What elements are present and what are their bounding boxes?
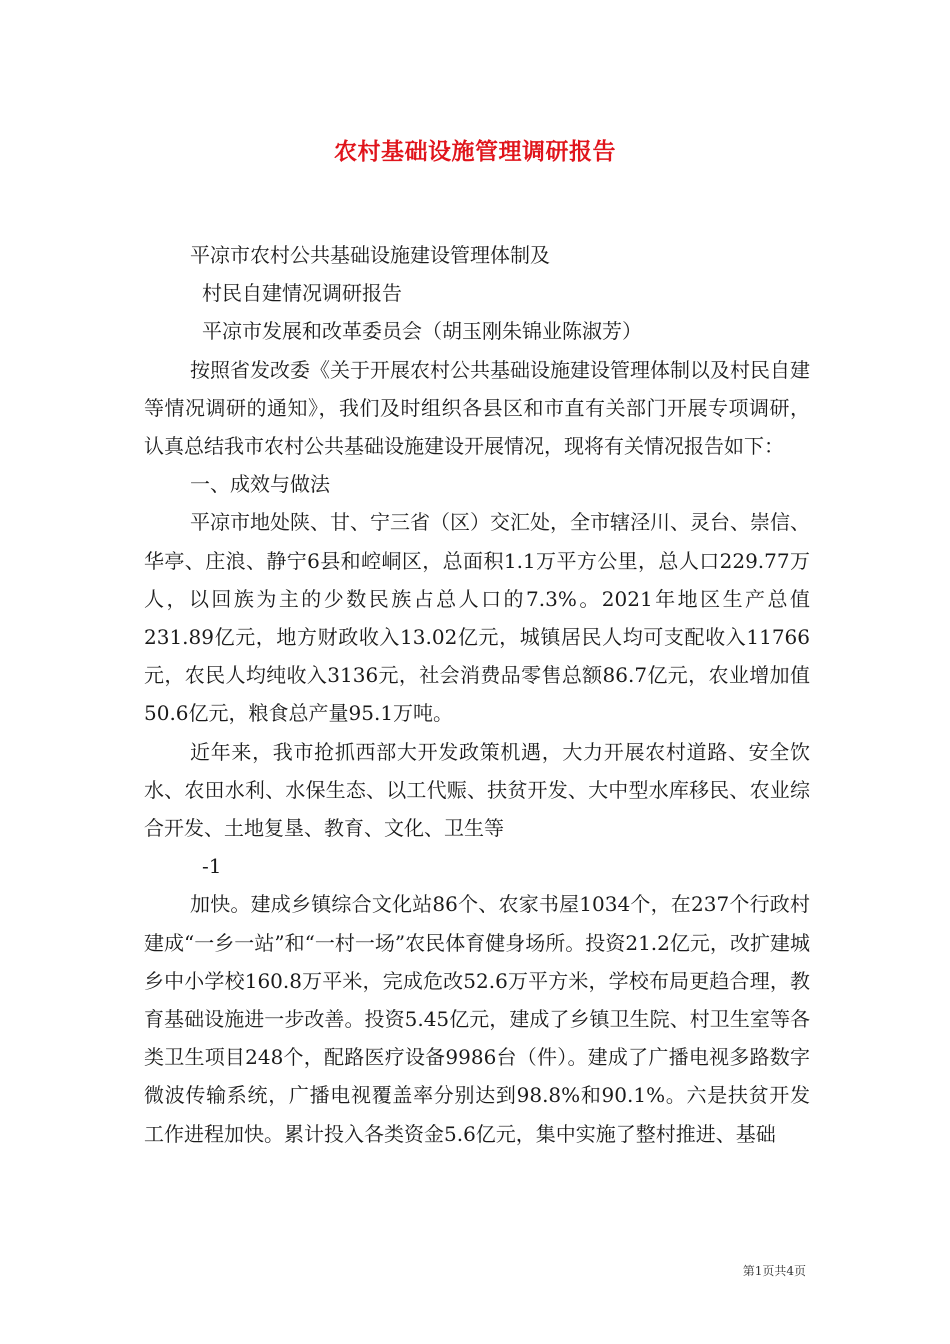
section-heading: 一、成效与做法 (190, 472, 330, 497)
paragraph-recent-years: 近年来，我市抢抓西部大开发政策机遇，大力开展农村道路、安全饮水、农田水利、水保生态、以工代赈、扶贫开发、大中型水库移民、农业综合开发、土地复垦、教育、文化、卫生等 (144, 739, 810, 841)
report-subtitle-line-1: 平凉市农村公共基础设施建设管理体制及 (190, 243, 550, 267)
paragraph-overview: 平凉市地处陕、甘、宁三省（区）交汇处，全市辖泾川、灵台、崇信、华亭、庄浪、静宁6县和崆峒区，总面积1.1万平方公里，总人口229.77万人，以回族为主的少数民族占总人口的7.3%。2021年地区生产总值231.89亿元，地方财政收入13.02亿元，城镇居民人均可支配收入11766元，农民人均纯收入3136元，社会消费品零售总额86.7亿元，农业增加值50.6亿元，粮食总产量95.1万吨。 (144, 510, 810, 726)
report-subtitle-line-2: 村民自建情况调研报告 (202, 281, 402, 306)
paragraph-progress: 加快。建成乡镇综合文化站86个、农家书屋1034个，在237个行政村建成“一乡一站”和“一村一场”农民体育健身场所。投资21.2亿元，改扩建城乡中小学校160.8万平米，完成危改52.6万平方米，学校布局更趋合理，教育基础设施进一步改善。投资5.45亿元，建成了乡镇卫生院、村卫生室等各类卫生项目248个，配路医疗设备9986台（件）。建成了广播电视多路数字微波传输系统，广播电视覆盖率分别达到98.8%和90.1%。六是扶贫开发工作进程加快。累计投入各类资金5.6亿元，集中实施了整村推进、基础 (144, 892, 810, 1146)
page-footer: 第1页共4页 (742, 1264, 806, 1278)
document-body (144, 236, 810, 1153)
paragraph-intro: 按照省发改委《关于开展农村公共基础设施建设管理体制以及村民自建等情况调研的通知》，我们及时组织各县区和市直有关部门开展专项调研，认真总结我市农村公共基础设施建设开展情况，现将有关情况报告如下： (144, 357, 810, 459)
document-title: 农村基础设施管理调研报告 (334, 138, 616, 165)
report-authors: 平凉市发展和改革委员会（胡玉刚朱锦业陈淑芳） (202, 319, 642, 344)
inline-page-number: -1 (202, 854, 222, 879)
